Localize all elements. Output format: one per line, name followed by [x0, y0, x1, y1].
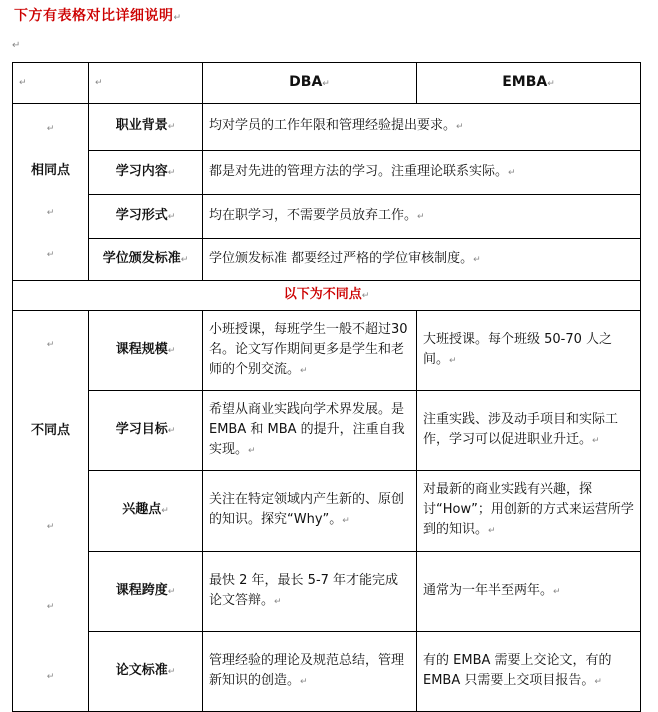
header-emba	[417, 63, 641, 104]
paragraph-mark-icon: ↵	[19, 78, 27, 88]
similar-text-cell	[203, 238, 641, 280]
row-label	[89, 150, 203, 195]
table-row	[13, 311, 641, 391]
comparison-table	[12, 62, 641, 712]
row-label	[89, 238, 203, 280]
paragraph-mark-icon: ↵	[46, 602, 55, 612]
table-row	[13, 391, 641, 471]
paragraph-mark-icon: ↵	[508, 167, 516, 178]
different-group-cell	[13, 311, 89, 712]
similar-text: 学位颁发标准 都要经过严格的学位审核制度。	[209, 250, 474, 266]
dba-cell	[203, 551, 417, 631]
divider-row	[13, 281, 641, 311]
header-dba-text: DBA	[289, 74, 323, 90]
table-row	[13, 195, 641, 238]
dba-cell	[203, 631, 417, 711]
emba-text: 通常为一年半至两年。	[423, 582, 554, 598]
header-dba	[203, 63, 417, 104]
table-row	[13, 104, 641, 151]
row-label-text: 课程规模	[115, 342, 168, 358]
paragraph-mark-icon: ↵	[167, 346, 176, 357]
row-label	[89, 104, 203, 151]
table-row	[13, 471, 641, 551]
paragraph-mark-icon: ↵	[248, 446, 256, 457]
similar-text-cell	[203, 104, 641, 151]
paragraph-mark-icon: ↵	[95, 78, 103, 88]
emba-text: 大班授课。每个班级 50-70 人之间。	[423, 332, 613, 368]
row-label	[89, 391, 203, 471]
divider-cell	[13, 281, 641, 311]
paragraph-mark-icon: ↵	[46, 250, 55, 260]
header-emba-text: EMBA	[502, 74, 548, 90]
similar-text: 均对学员的工作年限和管理经验提出要求。	[209, 118, 457, 134]
dba-text: 管理经验的理论及规范总结，管理新知识的创造。	[209, 652, 405, 688]
table-row	[13, 551, 641, 631]
paragraph-mark-icon: ↵	[167, 426, 176, 437]
dba-text: 关注在特定领域内产生新的、原创的知识。探究“Why”。	[209, 492, 405, 528]
row-label	[89, 195, 203, 238]
paragraph-mark-icon: ↵	[488, 526, 496, 537]
table-row	[13, 631, 641, 711]
similar-text: 均在职学习，不需要学员放弃工作。	[209, 207, 418, 223]
row-label-text: 学习内容	[115, 163, 168, 179]
paragraph-mark-icon: ↵	[46, 672, 55, 682]
paragraph-mark-icon: ↵	[553, 586, 561, 597]
paragraph-mark-icon: ↵	[417, 211, 425, 222]
emba-cell	[417, 631, 641, 711]
header-empty-cell	[13, 63, 89, 104]
paragraph-mark-icon: ↵	[361, 291, 370, 301]
emba-cell	[417, 391, 641, 471]
paragraph-mark-icon: ↵	[167, 586, 176, 597]
dba-text: 小班授课，每班学生一般不超过30名。论文写作期间更多是学生和老师的个别交流。	[209, 322, 408, 378]
row-label	[89, 631, 203, 711]
similar-text: 都是对先进的管理方法的学习。注重理论联系实际。	[209, 163, 509, 179]
emba-text: 有的 EMBA 需要上交论文，有的 EMBA 只需要上交项目报告。	[423, 652, 612, 688]
similar-text-cell	[203, 195, 641, 238]
document-title	[14, 5, 182, 25]
similar-group-cell	[13, 104, 89, 281]
paragraph-mark-icon: ↵	[46, 522, 55, 532]
paragraph-mark-icon: ↵	[342, 516, 350, 527]
paragraph-mark-icon: ↵	[173, 13, 182, 23]
emba-cell	[417, 471, 641, 551]
table-row	[13, 150, 641, 195]
row-label	[89, 551, 203, 631]
paragraph-mark-icon: ↵	[322, 79, 330, 89]
different-group-label: 不同点	[30, 423, 70, 438]
paragraph-mark-icon: ↵	[456, 122, 464, 133]
dba-cell	[203, 391, 417, 471]
divider-text: 以下为不同点	[283, 287, 362, 302]
row-label-text: 学习目标	[115, 422, 168, 438]
paragraph-mark-icon: ↵	[46, 340, 55, 350]
row-label-text: 学位颁发标准	[102, 250, 181, 266]
paragraph-mark-icon: ↵	[274, 596, 282, 607]
paragraph-mark-icon: ↵	[300, 676, 308, 687]
title-text: 下方有表格对比详细说明	[14, 8, 174, 24]
paragraph-mark-icon: ↵	[594, 676, 602, 687]
paragraph-mark-icon: ↵	[592, 436, 600, 447]
row-label	[89, 311, 203, 391]
dba-text: 希望从商业实践向学术界发展。是 EMBA 和 MBA 的提升，注重自我实现。	[209, 402, 405, 458]
similar-group-label: 相同点	[30, 163, 70, 178]
dba-cell	[203, 471, 417, 551]
paragraph-mark-icon: ↵	[473, 254, 481, 265]
paragraph-mark-icon: ↵	[12, 40, 21, 51]
paragraph-mark-icon: ↵	[300, 366, 308, 377]
paragraph-mark-icon: ↵	[167, 167, 176, 178]
similar-text-cell	[203, 150, 641, 195]
emba-cell	[417, 551, 641, 631]
row-label-text: 课程跨度	[115, 582, 168, 598]
header-empty-cell	[89, 63, 203, 104]
paragraph-mark-icon: ↵	[46, 208, 55, 218]
emba-text: 对最新的商业实践有兴趣，探讨“How”；用创新的方式来运营所学到的知识。	[423, 482, 634, 538]
row-label-text: 论文标准	[115, 662, 168, 678]
paragraph-mark-icon: ↵	[180, 254, 189, 265]
dba-cell	[203, 311, 417, 391]
header-row	[13, 63, 641, 104]
paragraph-mark-icon: ↵	[449, 356, 457, 367]
emba-cell	[417, 311, 641, 391]
row-label-text: 学习形式	[115, 207, 168, 223]
table-row	[13, 238, 641, 280]
paragraph-mark-icon: ↵	[167, 666, 176, 677]
row-label-text: 兴趣点	[122, 502, 162, 518]
dba-text: 最快 2 年，最长 5-7 年才能完成论文答辩。	[209, 572, 399, 608]
row-label-text: 职业背景	[115, 118, 168, 134]
paragraph-mark-icon: ↵	[46, 124, 55, 134]
paragraph-mark-icon: ↵	[167, 211, 176, 222]
paragraph-mark-icon: ↵	[161, 506, 169, 517]
row-label	[89, 471, 203, 551]
paragraph-mark-icon: ↵	[167, 122, 176, 133]
emba-text: 注重实践、涉及动手项目和实际工作，学习可以促进职业升迁。	[423, 412, 619, 448]
paragraph-mark-icon: ↵	[547, 79, 555, 89]
